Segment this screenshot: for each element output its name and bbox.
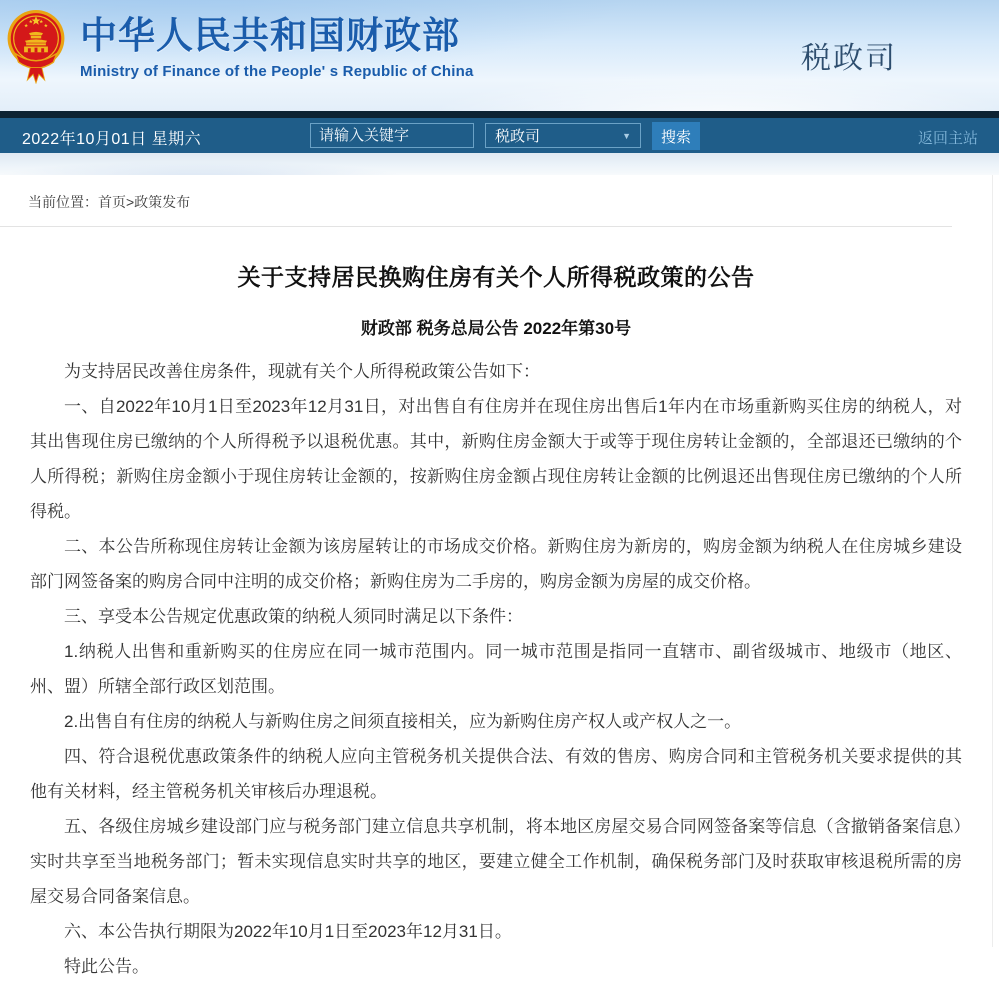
article-paragraph: 1.纳税人出售和重新购买的住房应在同一城市范围内。同一城市范围是指同一直辖市、副省级城市、地级市（地区、州、盟）所辖全部行政区划范围。 — [30, 642, 962, 696]
search-button[interactable]: 搜索 — [652, 122, 700, 150]
article-paragraph: 特此公告。 — [64, 957, 149, 976]
ministry-subtitle: Ministry of Finance of the People' s Republic of China — [80, 63, 474, 80]
breadcrumb — [0, 175, 992, 226]
article — [0, 259, 992, 984]
ministry-branding — [80, 14, 474, 80]
header-bottom-strip — [0, 153, 999, 175]
ministry-title: 中华人民共和国财政部 — [80, 15, 460, 56]
article-paragraph: 四、符合退税优惠政策条件的纳税人应向主管税务机关提供合法、有效的售房、购房合同和主管税务机关要求提供的其他有关材料，经主管税务机关审核后办理退税。 — [30, 747, 962, 801]
article-subtitle: 财政部 税务总局公告 2022年第30号 — [360, 319, 632, 338]
national-emblem-icon — [7, 9, 65, 84]
article-paragraph: 2.出售自有住房的纳税人与新购住房之间须直接相关，应为新购住房产权人或产权人之一。 — [64, 712, 742, 731]
article-paragraph: 五、各级住房城乡建设部门应与税务部门建立信息共享机制，将本地区房屋交易合同网签备案等信息（含撤销备案信息）实时共享至当地税务部门；暂未实现信息实时共享的地区，要建立健全工作机制，确保税务部门及时获取审核退税所需的房屋交易合同备案信息。 — [30, 817, 962, 906]
search-input[interactable] — [310, 123, 474, 148]
breadcrumb-path[interactable]: 首页>政策发布 — [98, 194, 191, 210]
search-scope-value: 税政司 — [495, 128, 541, 145]
article-paragraph: 为支持居民改善住房条件，现就有关个人所得税政策公告如下： — [64, 362, 540, 381]
department-name: 税政司 — [801, 42, 897, 75]
navbar — [0, 118, 999, 153]
article-paragraph: 六、本公告执行期限为2022年10月1日至2023年12月31日。 — [64, 922, 512, 941]
top-dark-strip — [0, 111, 999, 118]
site-header — [0, 0, 999, 111]
article-body — [30, 354, 962, 984]
search-scope-select[interactable] — [485, 123, 641, 148]
article-paragraph: 一、自2022年10月1日至2023年12月31日，对出售自有住房并在现住房出售后1年内在市场重新购买住房的纳税人，对其出售现住房已缴纳的个人所得税予以退税优惠。其中，新购住房金额大于或等于现住房转让金额的，全部退还已缴纳的个人所得税；新购住房金额小于现住房转让金额的，按新购住房金额占现住房转让金额的比例退还出售现住房已缴纳的个人所得税。 — [30, 397, 962, 521]
return-home-link[interactable]: 返回主站 — [917, 130, 978, 147]
main-content — [0, 175, 993, 976]
breadcrumb-label: 当前位置： — [28, 194, 98, 210]
breadcrumb-divider — [0, 226, 952, 227]
article-paragraph: 二、本公告所称现住房转让金额为该房屋转让的市场成交价格。新购住房为新房的，购房金额为纳税人在住房城乡建设部门网签备案的购房合同中注明的成交价格；新购住房为二手房的，购房金额为房屋的成交价格。 — [30, 537, 962, 591]
chevron-down-icon: ▼ — [622, 130, 631, 141]
article-paragraph: 三、享受本公告规定优惠政策的纳税人须同时满足以下条件： — [64, 607, 523, 626]
current-date: 2022年10月01日 星期六 — [22, 131, 202, 148]
article-title: 关于支持居民换购住房有关个人所得税政策的公告 — [237, 264, 755, 290]
